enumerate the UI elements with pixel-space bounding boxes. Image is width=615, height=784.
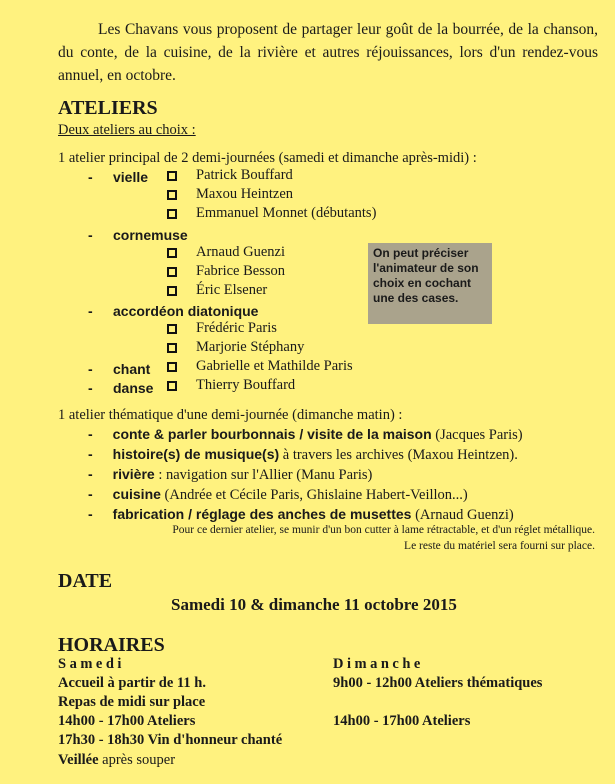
samedi-line: Accueil à partir de 11 h. (58, 675, 206, 691)
dimanche-label: Dimanche (333, 656, 424, 672)
bullet-dash: - (88, 227, 93, 243)
samedi-veillee (58, 751, 175, 769)
footnote-materiel: Le reste du matériel sera fourni sur place. (404, 540, 595, 552)
teacher-name: Arnaud Guenzi (196, 244, 285, 260)
checkbox-besson[interactable] (167, 267, 177, 277)
teacher-name: Éric Elsener (196, 282, 268, 298)
veillee-detail: après souper (98, 752, 176, 768)
thematique-detail: (Jacques Paris) (431, 427, 523, 443)
teacher-name: Marjorie Stéphany (196, 339, 305, 355)
intro-paragraph: Les Chavans vous proposent de partager leur goût de la bourrée, de la chanson, du conte, de la cuisine, de la rivière et autres réjouissances, lors d'un rendez-vous annuel, en octobre. (58, 21, 598, 84)
thematique-detail: à travers les archives (Maxou Heintzen). (279, 447, 518, 463)
note-box: On peut préciser l'animateur de son choix en cochant une des cases. (368, 243, 492, 324)
thematique-item-cuisine (88, 486, 468, 504)
veillee-label: Veillée (58, 752, 99, 768)
thematique-item-fabrication (88, 506, 514, 524)
horaires-heading: HORAIRES (58, 634, 165, 656)
bullet-dash: - (88, 303, 93, 319)
checkbox-paris[interactable] (167, 324, 177, 334)
bullet-dash: - (88, 380, 93, 396)
thematique-detail: (Arnaud Guenzi) (411, 507, 514, 523)
thematique-detail: : navigation sur l'Allier (Manu Paris) (154, 467, 373, 483)
checkbox-bouffard[interactable] (167, 171, 177, 181)
instrument-cornemuse: cornemuse (113, 227, 188, 243)
ateliers-heading: ATELIERS (58, 97, 158, 119)
samedi-label: Samedi (58, 656, 125, 672)
checkbox-heintzen[interactable] (167, 190, 177, 200)
ateliers-subtitle: Deux ateliers au choix : (58, 122, 196, 138)
bullet-dash: - (88, 361, 93, 377)
thematique-title: cuisine (112, 486, 161, 502)
checkbox-guenzi[interactable] (167, 248, 177, 258)
bullet-dash: - (88, 169, 93, 185)
principal-intro: 1 atelier principal de 2 demi-journées (samedi et dimanche après-midi) : (58, 150, 477, 166)
date-heading: DATE (58, 570, 113, 592)
dimanche-line: 9h00 - 12h00 Ateliers thématiques (333, 675, 543, 691)
checkbox-monnet[interactable] (167, 209, 177, 219)
samedi-line: Repas de midi sur place (58, 694, 206, 710)
footnote-cutter: Pour ce dernier atelier, se munir d'un bon cutter à lame rétractable, et d'un réglet métallique. (172, 524, 595, 536)
checkbox-stephany[interactable] (167, 343, 177, 353)
bullet-dash: - (88, 466, 93, 482)
teacher-name: Patrick Bouffard (196, 167, 293, 183)
instrument-vielle: vielle (113, 169, 149, 185)
thematique-item-conte (88, 426, 523, 444)
samedi-line: 14h00 - 17h00 Ateliers (58, 713, 196, 729)
checkbox-thierry-bouffard[interactable] (167, 381, 177, 391)
thematique-title: histoire(s) de musique(s) (112, 446, 280, 462)
thematique-title: rivière (112, 466, 155, 482)
thematique-title: fabrication / réglage des anches de musettes (112, 506, 412, 522)
teacher-name: Fabrice Besson (196, 263, 285, 279)
bullet-dash: - (88, 426, 93, 442)
dimanche-line: 14h00 - 17h00 Ateliers (333, 713, 471, 729)
date-value: Samedi 10 & dimanche 11 octobre 2015 (171, 595, 457, 614)
bullet-dash: - (88, 486, 93, 502)
thematique-item-histoire (88, 446, 518, 464)
teacher-name: Thierry Bouffard (196, 377, 296, 393)
teacher-name: Frédéric Paris (196, 320, 277, 336)
thematique-detail: (Andrée et Cécile Paris, Ghislaine Habert-Veillon...) (160, 487, 468, 503)
checkbox-gabrielle-mathilde[interactable] (167, 362, 177, 372)
teacher-name: Maxou Heintzen (196, 186, 294, 202)
bullet-dash: - (88, 446, 93, 462)
instrument-danse: danse (113, 380, 154, 396)
teacher-name: Gabrielle et Mathilde Paris (196, 358, 353, 374)
instrument-accordeon: accordéon diatonique (113, 303, 259, 319)
teacher-name: Emmanuel Monnet (débutants) (196, 205, 377, 221)
thematique-title: conte & parler bourbonnais / visite de la maison (112, 426, 432, 442)
samedi-line: 17h30 - 18h30 Vin d'honneur chanté (58, 732, 283, 748)
thematique-item-riviere (88, 466, 372, 484)
bullet-dash: - (88, 506, 93, 522)
checkbox-elsener[interactable] (167, 286, 177, 296)
thematique-intro: 1 atelier thématique d'une demi-journée (dimanche matin) : (58, 407, 403, 423)
instrument-chant: chant (113, 361, 151, 377)
